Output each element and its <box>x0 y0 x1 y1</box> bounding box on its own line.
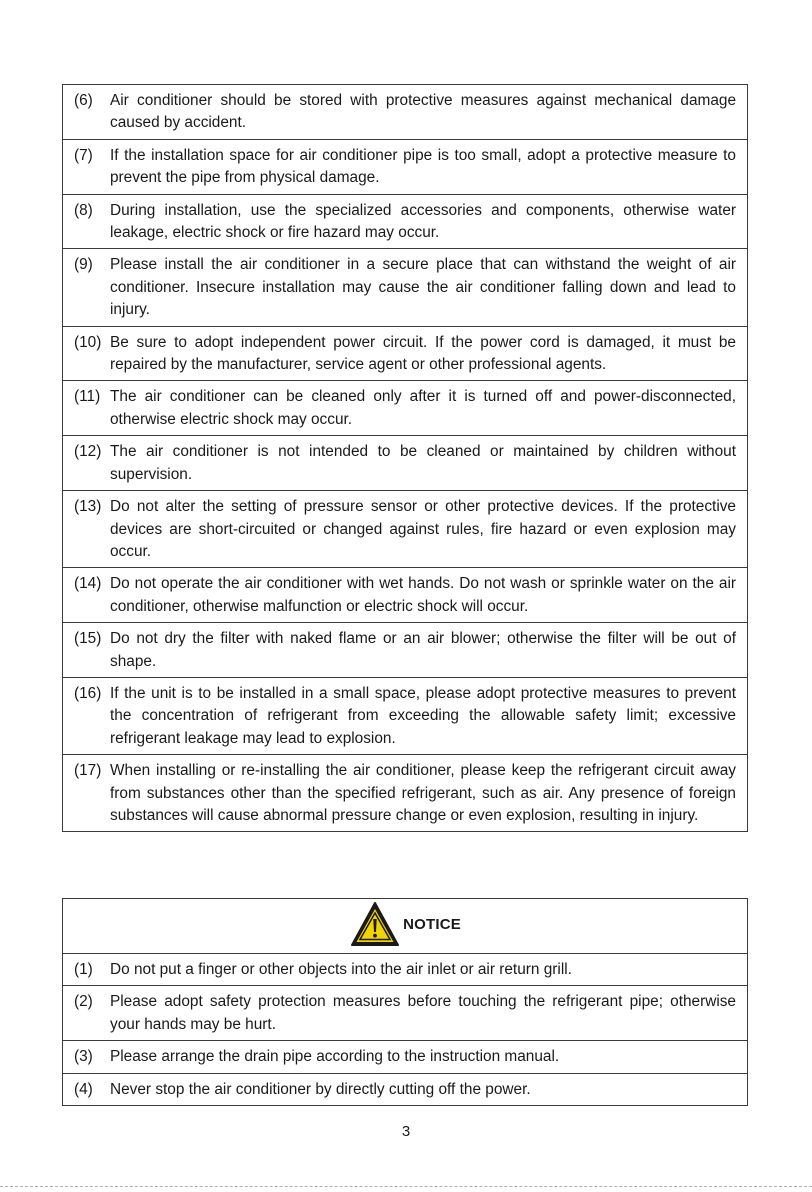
notice-item <box>63 953 747 985</box>
item-text: Please install the air conditioner in a secure place that can withstand the weight of air conditioner. Insecure installation may cause the air conditioner falling down and lead to injury. <box>110 256 736 319</box>
warning-item <box>63 326 747 381</box>
item-text: Do not operate the air conditioner with wet hands. Do not wash or sprinkle water on the air conditioner, otherwise malfunction or electric shock will occur. <box>110 575 736 615</box>
bottom-divider <box>0 1186 812 1188</box>
item-number: (6) <box>74 92 93 109</box>
item-number: (10) <box>74 333 102 351</box>
warning-item <box>63 248 747 325</box>
warning-item <box>63 677 747 754</box>
item-text: Do not alter the setting of pressure sensor or other protective devices. If the protective devices are short-circuited or changed against rules, fire hazard or even explosion may occur. <box>110 498 736 560</box>
item-text: The air conditioner can be cleaned only after it is turned off and power-disconnected, otherwise electric shock may occur. <box>110 388 736 428</box>
item-number: (13) <box>74 498 102 516</box>
item-number: (2) <box>74 993 93 1011</box>
item-number: (12) <box>74 443 102 461</box>
item-text: Never stop the air conditioner by directly cutting off the power. <box>110 1080 531 1098</box>
item-text: If the installation space for air conditioner pipe is too small, adopt a protective measure to prevent the pipe from physical damage. <box>110 146 736 187</box>
item-number: (9) <box>74 256 93 274</box>
warning-item <box>63 85 747 139</box>
item-text: The air conditioner is not intended to be cleaned or maintained by children without supervision. <box>110 443 736 483</box>
warning-item <box>63 139 747 194</box>
item-number: (7) <box>74 146 93 164</box>
item-number: (15) <box>74 630 102 648</box>
item-text: Be sure to adopt independent power circuit. If the power cord is damaged, it must be repaired by the manufacturer, service agent or other professional agents. <box>110 333 736 374</box>
item-number: (14) <box>74 575 102 593</box>
item-text: Do not put a finger or other objects into the air inlet or air return grill. <box>110 961 572 978</box>
warning-item <box>63 435 747 490</box>
warning-item <box>63 490 747 567</box>
notice-title: NOTICE <box>403 915 461 933</box>
item-number: (1) <box>74 961 93 978</box>
notice-header <box>63 899 747 953</box>
item-number: (11) <box>74 388 101 406</box>
item-text: If the unit is to be installed in a small space, please adopt protective measures to prevent the concentration of refrigerant from exceeding the allowable safety limit; excessive refrigerant leakage may lead to explosion. <box>110 684 736 747</box>
notice-table <box>62 898 748 1106</box>
notice-item <box>63 1040 747 1072</box>
item-text: Please arrange the drain pipe according to the instruction manual. <box>110 1048 560 1066</box>
warning-triangle-icon <box>349 900 401 953</box>
item-text: When installing or re-installing the air conditioner, please keep the refrigerant circuit away from substances other than the specified refrigerant, such as air. Any presence of foreign substances will cause abnormal pressure change or even explosion, resulting in injury. <box>110 762 736 824</box>
warning-item <box>63 567 747 622</box>
item-text: Please adopt safety protection measures before touching the refrigerant pipe; otherwise your hands may be hurt. <box>110 993 736 1033</box>
item-number: (4) <box>74 1080 93 1098</box>
warnings-table <box>62 84 748 832</box>
notice-item <box>63 985 747 1040</box>
warning-item <box>63 380 747 435</box>
item-number: (16) <box>74 684 102 702</box>
item-text: Air conditioner should be stored with protective measures against mechanical damage caused by accident. <box>110 92 736 132</box>
item-number: (17) <box>74 762 102 780</box>
warning-item <box>63 622 747 677</box>
item-number: (3) <box>74 1048 93 1066</box>
page-number: 3 <box>401 1123 411 1140</box>
item-text: During installation, use the specialized accessories and components, otherwise water leakage, electric shock or fire hazard may occur. <box>110 201 736 242</box>
notice-item <box>63 1073 747 1105</box>
warning-item <box>63 194 747 249</box>
item-text: Do not dry the filter with naked flame or an air blower; otherwise the filter will be out of shape. <box>110 630 736 670</box>
warning-item <box>63 754 747 831</box>
item-number: (8) <box>74 201 93 219</box>
